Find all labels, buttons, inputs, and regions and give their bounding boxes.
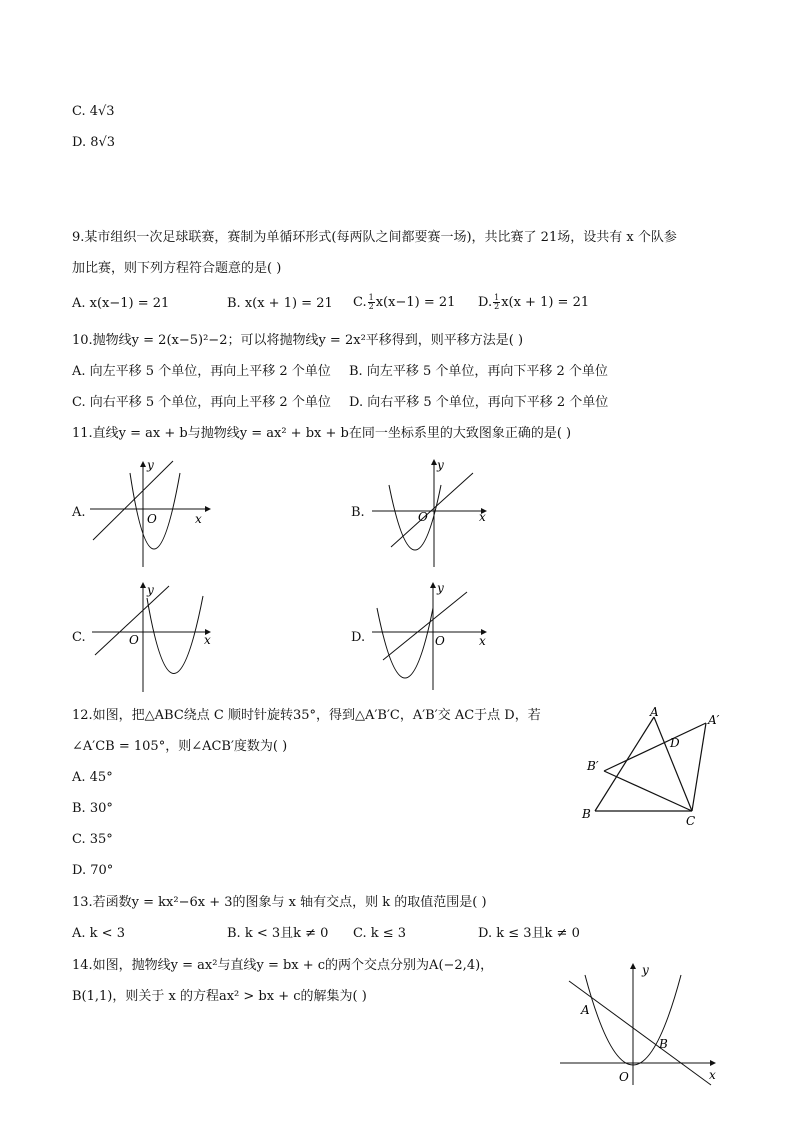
q9-option-a: A. x(x−1) = 21 <box>72 296 170 311</box>
q14-origin: O <box>619 1070 629 1084</box>
q9-option-d-fraction <box>493 294 500 311</box>
q11-c-x-label: x <box>204 633 211 647</box>
q11-a-x-label: x <box>195 512 202 526</box>
q12-figure <box>580 700 730 835</box>
q12-stem-line2: ∠A′CB = 105°，则∠ACB′度数为( ) <box>72 739 288 754</box>
q11-c-origin: O <box>129 633 139 647</box>
q11-label-d: D. <box>351 630 366 645</box>
q9-option-d-prefix: D. <box>478 295 493 310</box>
q12-option-b: B. 30° <box>72 801 113 816</box>
q9-option-d-frac-den: 2 <box>494 302 500 311</box>
q14-stem-line1: 14.如图，抛物线y = ax²与直线y = bx + c的两个交点分别为A(−2,4)， <box>72 958 494 973</box>
q14-y-label: y <box>642 963 649 977</box>
q12-point-d: D <box>670 736 680 750</box>
q13-option-b: B. k < 3且k ≠ 0 <box>227 926 329 941</box>
q8-option-c: C. 4√3 <box>72 104 115 119</box>
q13-option-d: D. k ≤ 3且k ≠ 0 <box>478 926 580 941</box>
q11-label-a: A. <box>72 505 86 520</box>
q11-d-x-label: x <box>479 634 486 648</box>
q9-option-d-frac-num: 1 <box>494 293 500 302</box>
q10-stem: 10.抛物线y = 2(x−5)²−2；可以将抛物线y = 2x²平移得到，则平移方法是( ) <box>72 333 524 348</box>
q11-d-origin: O <box>435 634 445 648</box>
q11-graph-a <box>85 455 215 570</box>
q11-b-x-label: x <box>479 510 486 524</box>
q11-a-origin: O <box>147 512 157 526</box>
q9-option-d <box>478 294 589 311</box>
q12-point-a: A <box>650 705 659 719</box>
q12-point-b-prime: B′ <box>587 759 599 773</box>
q9-stem-line2: 加比赛，则下列方程符合题意的是( ) <box>72 261 282 276</box>
q12-point-c: C <box>686 814 696 828</box>
q12-option-a: A. 45° <box>72 770 113 785</box>
q9-stem-line1: 9.某市组织一次足球联赛，赛制为单循环形式(每两队之间都要赛一场)，共比赛了 21场，设共有 x 个队参 <box>72 230 677 245</box>
q12-option-c: C. 35° <box>72 832 113 847</box>
q11-graph-c <box>87 580 217 695</box>
q10-option-d: D. 向右平移 5 个单位，再向下平移 2 个单位 <box>349 395 609 410</box>
q13-option-a: A. k < 3 <box>72 926 125 941</box>
q9-option-c-fraction <box>368 294 375 311</box>
q11-stem: 11.直线y = ax + b与抛物线y = ax² + bx + b在同一坐标系里的大致图象正确的是( ) <box>72 426 572 441</box>
q13-option-c: C. k ≤ 3 <box>353 926 407 941</box>
q8-option-d: D. 8√3 <box>72 135 116 150</box>
q12-option-d: D. 70° <box>72 863 114 878</box>
q9-option-c <box>353 294 455 311</box>
q14-point-b: B <box>659 1037 668 1051</box>
q9-option-c-prefix: C. <box>353 295 367 310</box>
q11-b-origin: O <box>418 510 428 524</box>
q13-stem: 13.若函数y = kx²−6x + 3的图象与 x 轴有交点，则 k 的取值范围是( ) <box>72 895 487 910</box>
q14-point-a: A <box>581 1003 590 1017</box>
q10-option-b: B. 向左平移 5 个单位，再向下平移 2 个单位 <box>349 364 608 379</box>
q9-option-b: B. x(x + 1) = 21 <box>227 296 333 311</box>
q11-label-c: C. <box>72 630 86 645</box>
q11-a-y-label: y <box>147 458 154 472</box>
q9-option-c-frac-num: 1 <box>368 293 374 302</box>
q11-b-y-label: y <box>437 458 444 472</box>
q12-point-b: B <box>582 807 591 821</box>
q14-x-label: x <box>709 1068 716 1082</box>
q10-option-c: C. 向右平移 5 个单位，再向上平移 2 个单位 <box>72 395 331 410</box>
q11-label-b: B. <box>351 505 365 520</box>
q12-stem-line1: 12.如图，把△ABC绕点 C 顺时针旋转35°，得到△A′B′C，A′B′交 AC于点 D，若 <box>72 708 541 723</box>
q10-option-a: A. 向左平移 5 个单位，再向上平移 2 个单位 <box>72 364 331 379</box>
q14-figure <box>555 955 725 1090</box>
q11-c-y-label: y <box>147 583 154 597</box>
q11-graph-d <box>367 578 497 693</box>
q11-d-y-label: y <box>437 581 444 595</box>
q9-option-c-rest: x(x−1) = 21 <box>375 295 456 310</box>
q9-option-d-rest: x(x + 1) = 21 <box>501 295 590 310</box>
q11-graph-b <box>367 455 497 570</box>
q14-stem-line2: B(1,1)，则关于 x 的方程ax² > bx + c的解集为( ) <box>72 989 367 1004</box>
q9-option-c-frac-den: 2 <box>368 302 374 311</box>
q12-point-a-prime: A′ <box>708 713 720 727</box>
